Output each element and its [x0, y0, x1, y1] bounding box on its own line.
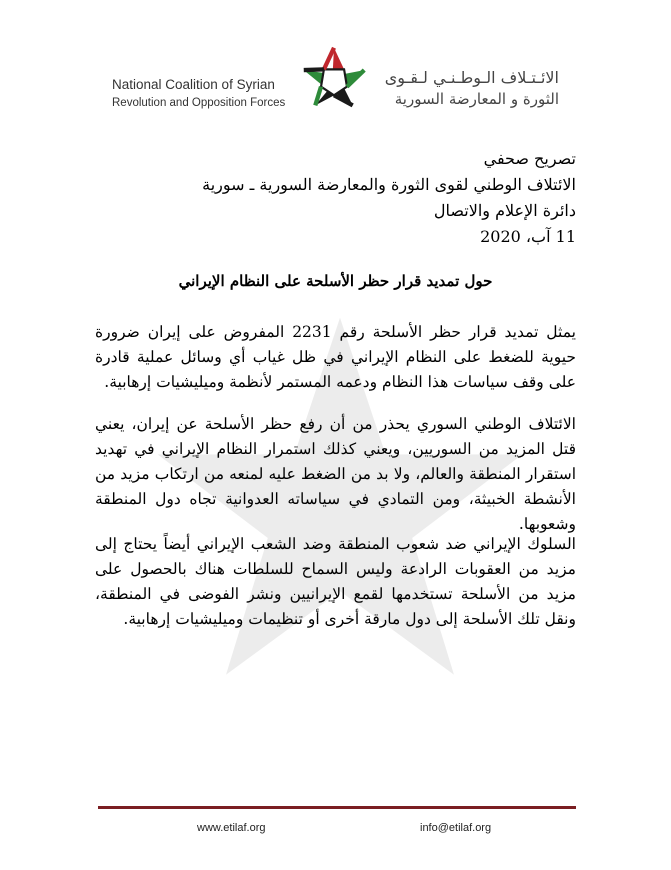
statement-title: حول تمديد قرار حظر الأسلحة على النظام الإيراني [178, 272, 493, 290]
paragraph-3: السلوك الإيراني ضد شعوب المنطقة وضد الشعب الإيراني أيضاً يحتاج إلى مزيد من العقوبات الرادعة وليس السماح للسلطات هناك بالحصول على مزيد من الأسلحة تستخدمها لقمع الإيرانيين ونشر الفوضى في المنطقة، ونقل تلك الأسلحة إلى دول مارقة أخرى أو تنظيمات وميليشيات إرهابية. [95, 535, 576, 628]
org-name-english: National Coalition of Syrian [112, 77, 275, 92]
letterhead [0, 40, 671, 120]
footer-email-link[interactable]: info@etilaf.org [420, 822, 492, 834]
star-logo-icon [298, 42, 370, 114]
statement-header [176, 146, 576, 250]
statement-issuer: الائتلاف الوطني لقوى الثورة والمعارضة السورية ـ سورية [202, 175, 576, 194]
statement-type: تصريح صحفي [483, 149, 576, 168]
org-subtitle-english: Revolution and Opposition Forces [112, 97, 286, 109]
paragraph-2: الائتلاف الوطني السوري يحذر من أن رفع حظر الأسلحة عن إيران، يعني قتل المزيد من السوريين، ويعني كذلك استمرار النظام الإيراني في تهديد استقرار المنطقة والعالم، ولا بد من الضغط عليه لمنعه من ارتكاب مزيد من الأنشطة الخبيثة، ومن التمادي في سياساته العدوانية تجاه دول المنطقة وشعوبها. [95, 415, 576, 533]
statement-date: 11 آب، 2020 [480, 227, 576, 246]
org-subtitle-arabic: الثورة و المعارضة السورية [394, 90, 559, 108]
statement-department: دائرة الإعلام والاتصال [433, 201, 576, 220]
footer-divider [98, 806, 576, 809]
footer-website-link[interactable]: www.etilaf.org [197, 822, 266, 834]
org-name-arabic: الائـتـلاف الـوطـنـي لـقـوى [384, 68, 559, 87]
paragraph-1: يمثل تمديد قرار حظر الأسلحة رقم 2231 المفروض على إيران ضرورة حيوية للضغط على النظام الإيراني في ظل غياب أي وسائل عملية قادرة على وقف سياسات هذا النظام ودعمه المستمر لأنظمة وميليشيات إرهابية. [95, 323, 576, 391]
